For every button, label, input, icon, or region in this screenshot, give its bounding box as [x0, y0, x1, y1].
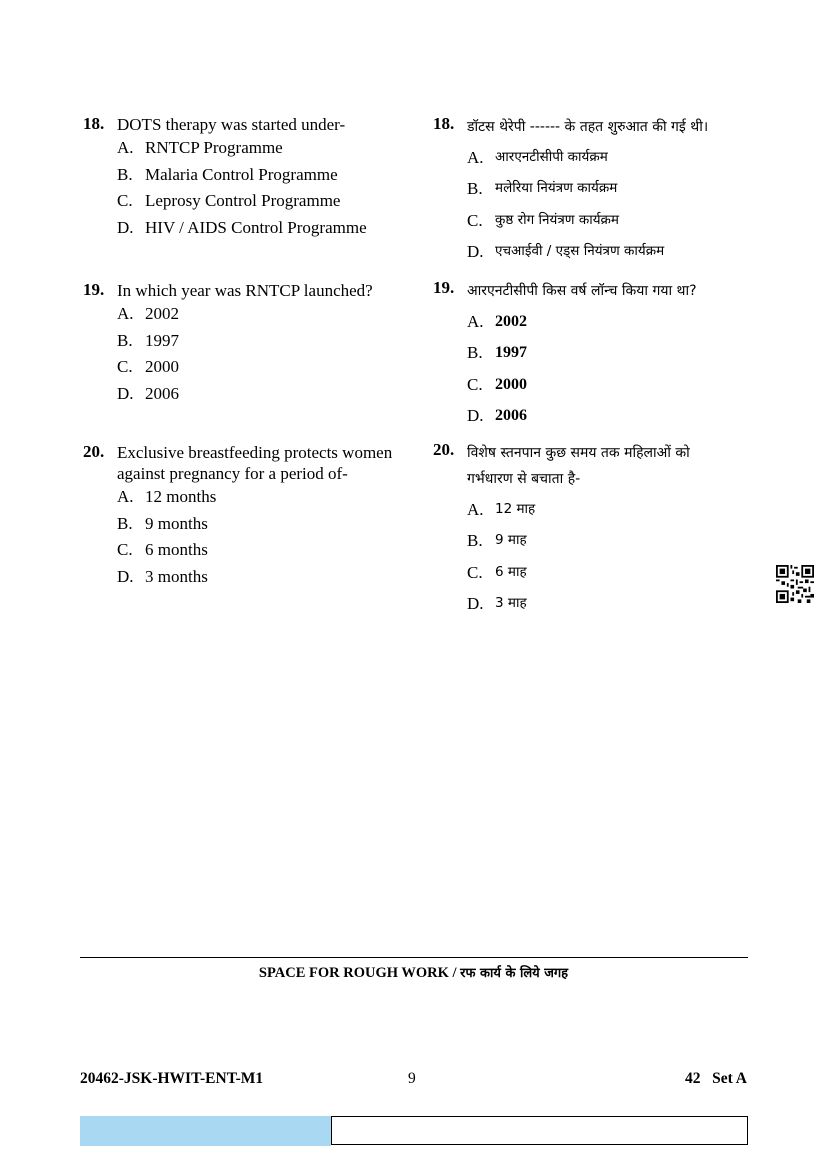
option-a[interactable] [117, 135, 403, 162]
option-text: 2000 [495, 375, 527, 393]
options-list [117, 484, 403, 590]
option-letter: D. [467, 241, 484, 261]
option-letter: B. [467, 179, 483, 199]
option-letter: B. [117, 164, 133, 184]
set-label: 42 Set A [685, 1070, 747, 1087]
option-text: एचआईवी / एड्स नियंत्रण कार्यक्रम [495, 242, 665, 259]
option-a[interactable] [117, 301, 403, 328]
question-number: 19. [433, 278, 455, 297]
option-text: आरएनटीसीपी कार्यक्रम [495, 149, 608, 165]
question-text: In which year was RNTCP launched? [117, 281, 373, 300]
options-list [467, 142, 753, 267]
option-b[interactable] [467, 173, 753, 204]
option-letter: B. [467, 531, 483, 551]
option-b[interactable] [467, 337, 753, 368]
rough-work-hindi: रफ कार्य के लिये जगह [460, 966, 569, 981]
option-text: Leprosy Control Programme [145, 191, 341, 210]
option-c[interactable] [467, 557, 753, 588]
option-text: 2006 [495, 406, 527, 424]
question-19-en [83, 280, 403, 407]
footer-color-bar [80, 1116, 331, 1146]
option-d[interactable] [117, 564, 403, 591]
option-letter: A. [117, 304, 134, 323]
option-letter: C. [117, 191, 133, 210]
option-letter: D. [117, 217, 134, 237]
question-number: 18. [83, 114, 105, 133]
option-b[interactable] [117, 162, 403, 189]
option-text: 3 माह [495, 594, 527, 611]
option-letter: C. [117, 357, 133, 376]
rough-work-label [0, 963, 827, 982]
option-text: 6 माह [495, 563, 527, 580]
option-c[interactable] [117, 537, 403, 564]
option-text: RNTCP Programme [145, 138, 283, 157]
question-20-en [83, 442, 403, 590]
rough-work-english: SPACE FOR ROUGH WORK / [258, 965, 461, 981]
page-number: 9 [408, 1070, 416, 1087]
option-letter: A. [467, 312, 484, 331]
options-list [467, 306, 753, 431]
option-d[interactable] [467, 236, 753, 267]
option-text: 1997 [495, 344, 527, 362]
option-text: कुष्ठ रोग नियंत्रण कार्यक्रम [495, 211, 619, 228]
option-text: 2000 [145, 357, 179, 376]
question-20-hi [433, 440, 753, 619]
option-letter: C. [467, 374, 483, 394]
option-text: 1997 [145, 330, 179, 350]
option-b[interactable] [467, 525, 753, 556]
question-text: विशेष स्तनपान कुछ समय तक महिलाओं को गर्भधारण से बचाता है- [467, 445, 690, 487]
option-d[interactable] [467, 588, 753, 619]
option-letter: D. [467, 405, 484, 425]
question-18-en [83, 114, 403, 241]
option-letter: D. [117, 383, 134, 403]
option-letter: B. [117, 330, 133, 350]
option-text: Malaria Control Programme [145, 164, 338, 184]
option-a[interactable] [467, 306, 753, 337]
option-letter: A. [467, 148, 484, 167]
option-text: 9 माह [495, 532, 527, 549]
option-d[interactable] [117, 215, 403, 242]
option-letter: D. [117, 566, 134, 586]
option-c[interactable] [117, 188, 403, 215]
option-b[interactable] [117, 511, 403, 538]
paper-code: 20462-JSK-HWIT-ENT-M1 [80, 1070, 264, 1087]
options-list [117, 301, 403, 407]
option-b[interactable] [117, 328, 403, 355]
question-number: 20. [83, 442, 105, 461]
option-letter: B. [117, 513, 133, 533]
options-list [467, 494, 753, 619]
option-letter: C. [117, 540, 133, 559]
qr-code-icon [776, 565, 814, 603]
option-text: 2002 [495, 313, 527, 330]
option-letter: A. [467, 500, 484, 519]
option-d[interactable] [467, 400, 753, 431]
question-number: 20. [433, 440, 455, 459]
option-c[interactable] [117, 354, 403, 381]
option-a[interactable] [467, 494, 753, 525]
question-number: 18. [433, 114, 455, 133]
question-text: DOTS therapy was started under- [117, 115, 346, 134]
option-letter: C. [467, 210, 483, 230]
option-text: 12 माह [495, 501, 536, 517]
option-letter: A. [117, 487, 134, 506]
option-letter: B. [467, 343, 483, 363]
option-text: मलेरिया नियंत्रण कार्यक्रम [495, 180, 618, 197]
options-list [117, 135, 403, 241]
question-number: 19. [83, 280, 105, 299]
option-text: 9 months [145, 513, 208, 533]
question-text: आरएनटीसीपी किस वर्ष लॉन्च किया गया था? [467, 283, 697, 299]
option-d[interactable] [117, 381, 403, 408]
option-text: HIV / AIDS Control Programme [145, 217, 367, 237]
option-letter: C. [467, 562, 483, 582]
option-a[interactable] [467, 142, 753, 173]
option-letter: A. [117, 138, 134, 157]
option-text: 6 months [145, 540, 208, 559]
option-text: 2002 [145, 304, 179, 323]
question-18-hi [433, 114, 753, 267]
option-text: 12 months [145, 487, 217, 506]
question-text: Exclusive breastfeeding protects women against pregnancy for a period of- [117, 443, 393, 483]
option-text: 3 months [145, 566, 208, 586]
question-text: डॉटस थेरेपी ------ के तहत शुरुआत की गई थी। [467, 119, 709, 135]
option-c[interactable] [467, 369, 753, 400]
option-text: 2006 [145, 383, 179, 403]
option-a[interactable] [117, 484, 403, 511]
footer-box [331, 1116, 748, 1145]
option-c[interactable] [467, 205, 753, 236]
rough-work-divider [80, 957, 748, 958]
option-letter: D. [467, 593, 484, 613]
question-19-hi [433, 278, 753, 431]
